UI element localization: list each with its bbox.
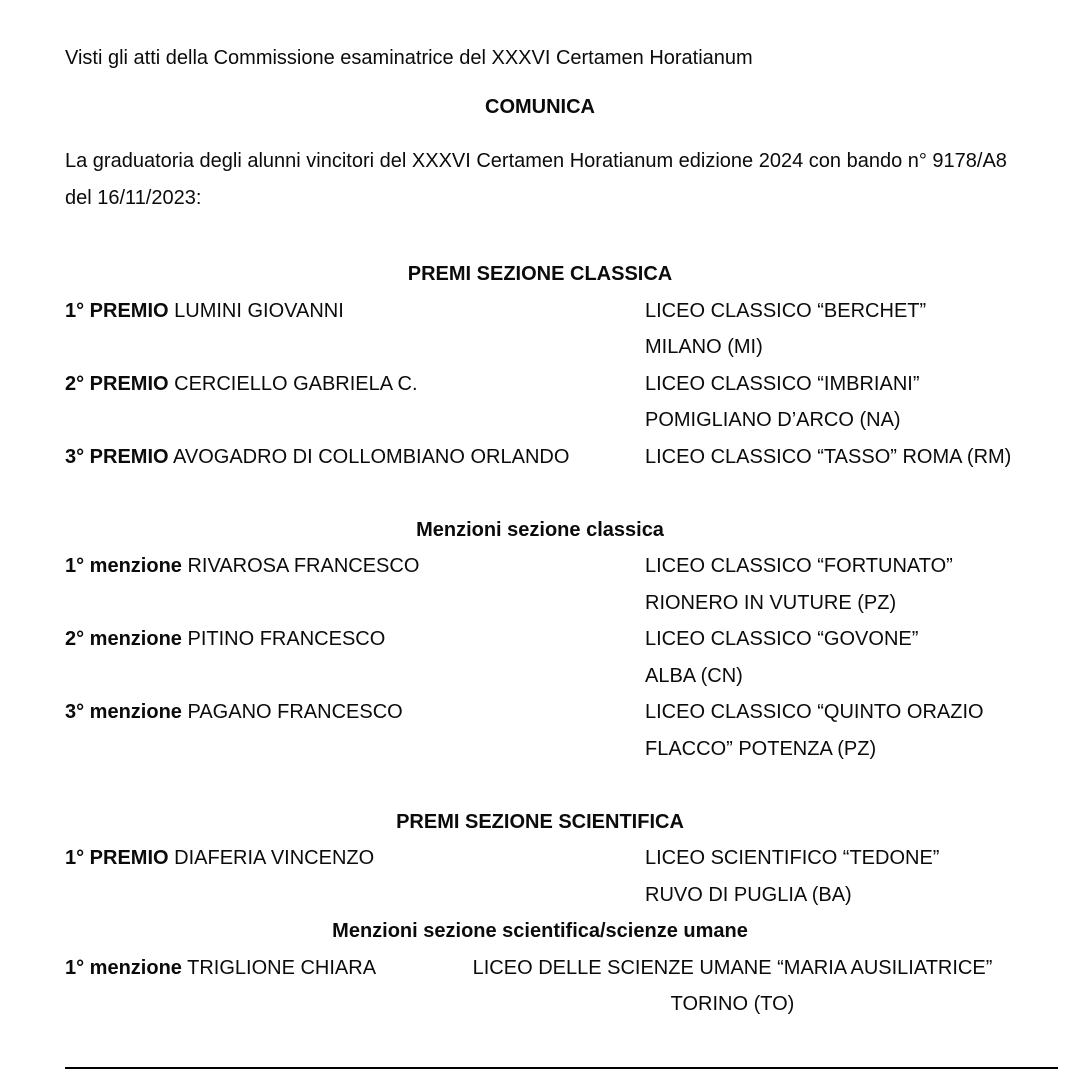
rank-label: 3° menzione [65, 701, 182, 723]
bottom-divider [65, 1067, 1058, 1069]
winner-cell [65, 694, 645, 767]
winner-name: CERCIELLO GABRIELA C. [174, 372, 418, 395]
school-cell [645, 548, 1015, 621]
winner-row [65, 621, 1015, 694]
comunica-heading: COMUNICA [485, 95, 595, 118]
school-cell [645, 621, 1015, 694]
winner-cell [65, 621, 645, 694]
winner-name: AVOGADRO DI COLLOMBIANO ORLANDO [173, 445, 570, 468]
school-line: FLACCO” POTENZA (PZ) [645, 737, 877, 760]
school-line: LICEO CLASSICO “BERCHET” [645, 299, 927, 322]
school-line: RUVO DI PUGLIA (BA) [645, 883, 852, 906]
winner-cell [65, 293, 645, 366]
school-line: LICEO CLASSICO “GOVONE” [645, 628, 919, 650]
school-line: LICEO CLASSICO “TASSO” ROMA (RM) [645, 445, 1012, 468]
section-heading-premi-scientifica: PREMI SEZIONE SCIENTIFICA [396, 810, 684, 833]
winner-cell [65, 366, 645, 439]
winner-row [65, 950, 1015, 1023]
rank-label: 1° menzione [65, 956, 182, 979]
rank-label: 1° menzione [65, 555, 182, 577]
winner-row [65, 293, 1015, 366]
rank-label: 1° PREMIO [65, 847, 169, 869]
school-line: LICEO CLASSICO “FORTUNATO” [645, 555, 953, 577]
school-cell [645, 366, 1015, 439]
winner-cell [65, 950, 450, 1023]
winner-name: LUMINI GIOVANNI [174, 299, 344, 322]
school-line: ALBA (CN) [645, 664, 743, 687]
school-cell [450, 950, 1015, 1023]
intro-line: Visti gli atti della Commissione esaminatrice del XXXVI Certamen Horatianum [65, 47, 753, 69]
school-line: LICEO CLASSICO “QUINTO ORAZIO [645, 701, 984, 723]
winner-name: PITINO FRANCESCO [187, 628, 386, 650]
section-heading-premi-classica: PREMI SEZIONE CLASSICA [407, 263, 673, 285]
rank-label: 3° PREMIO [65, 445, 169, 468]
winner-row [65, 548, 1015, 621]
school-cell [645, 694, 1015, 767]
winner-name: TRIGLIONE CHIARA [187, 956, 377, 979]
rank-label: 2° PREMIO [65, 372, 169, 395]
school-line: POMIGLIANO D’ARCO (NA) [645, 409, 901, 431]
school-line: MILANO (MI) [645, 336, 763, 358]
winner-row [65, 694, 1015, 767]
winner-row [65, 840, 1015, 913]
winner-name: PAGANO FRANCESCO [187, 701, 403, 723]
school-cell [645, 840, 1015, 913]
school-line: RIONERO IN VUTURE (PZ) [645, 591, 897, 614]
winner-name: DIAFERIA VINCENZO [174, 847, 375, 869]
school-cell [645, 293, 1015, 366]
winner-cell [65, 439, 645, 476]
rank-label: 2° menzione [65, 628, 182, 650]
school-line: LICEO CLASSICO “IMBRIANI” [645, 372, 920, 395]
school-line: LICEO SCIENTIFICO “TEDONE” [645, 847, 940, 869]
winner-row [65, 439, 1015, 476]
winner-cell [65, 548, 645, 621]
winner-name: RIVAROSA FRANCESCO [187, 555, 420, 577]
section-heading-menzioni-classica: Menzioni sezione classica [416, 518, 664, 541]
winner-cell [65, 840, 645, 913]
winner-row [65, 366, 1015, 439]
rank-label: 1° PREMIO [65, 299, 169, 322]
school-line: LICEO DELLE SCIENZE UMANE “MARIA AUSILIATRICE” [472, 956, 993, 979]
school-line: TORINO (TO) [670, 993, 795, 1015]
section-heading-menzioni-scientifica: Menzioni sezione scientifica/scienze umane [332, 920, 748, 942]
graduatoria-paragraph: La graduatoria degli alunni vincitori del XXXVI Certamen Horatianum edizione 2024 con bando n° 9178/A8 del 16/11/2023: [65, 150, 1007, 209]
school-cell [645, 439, 1015, 476]
